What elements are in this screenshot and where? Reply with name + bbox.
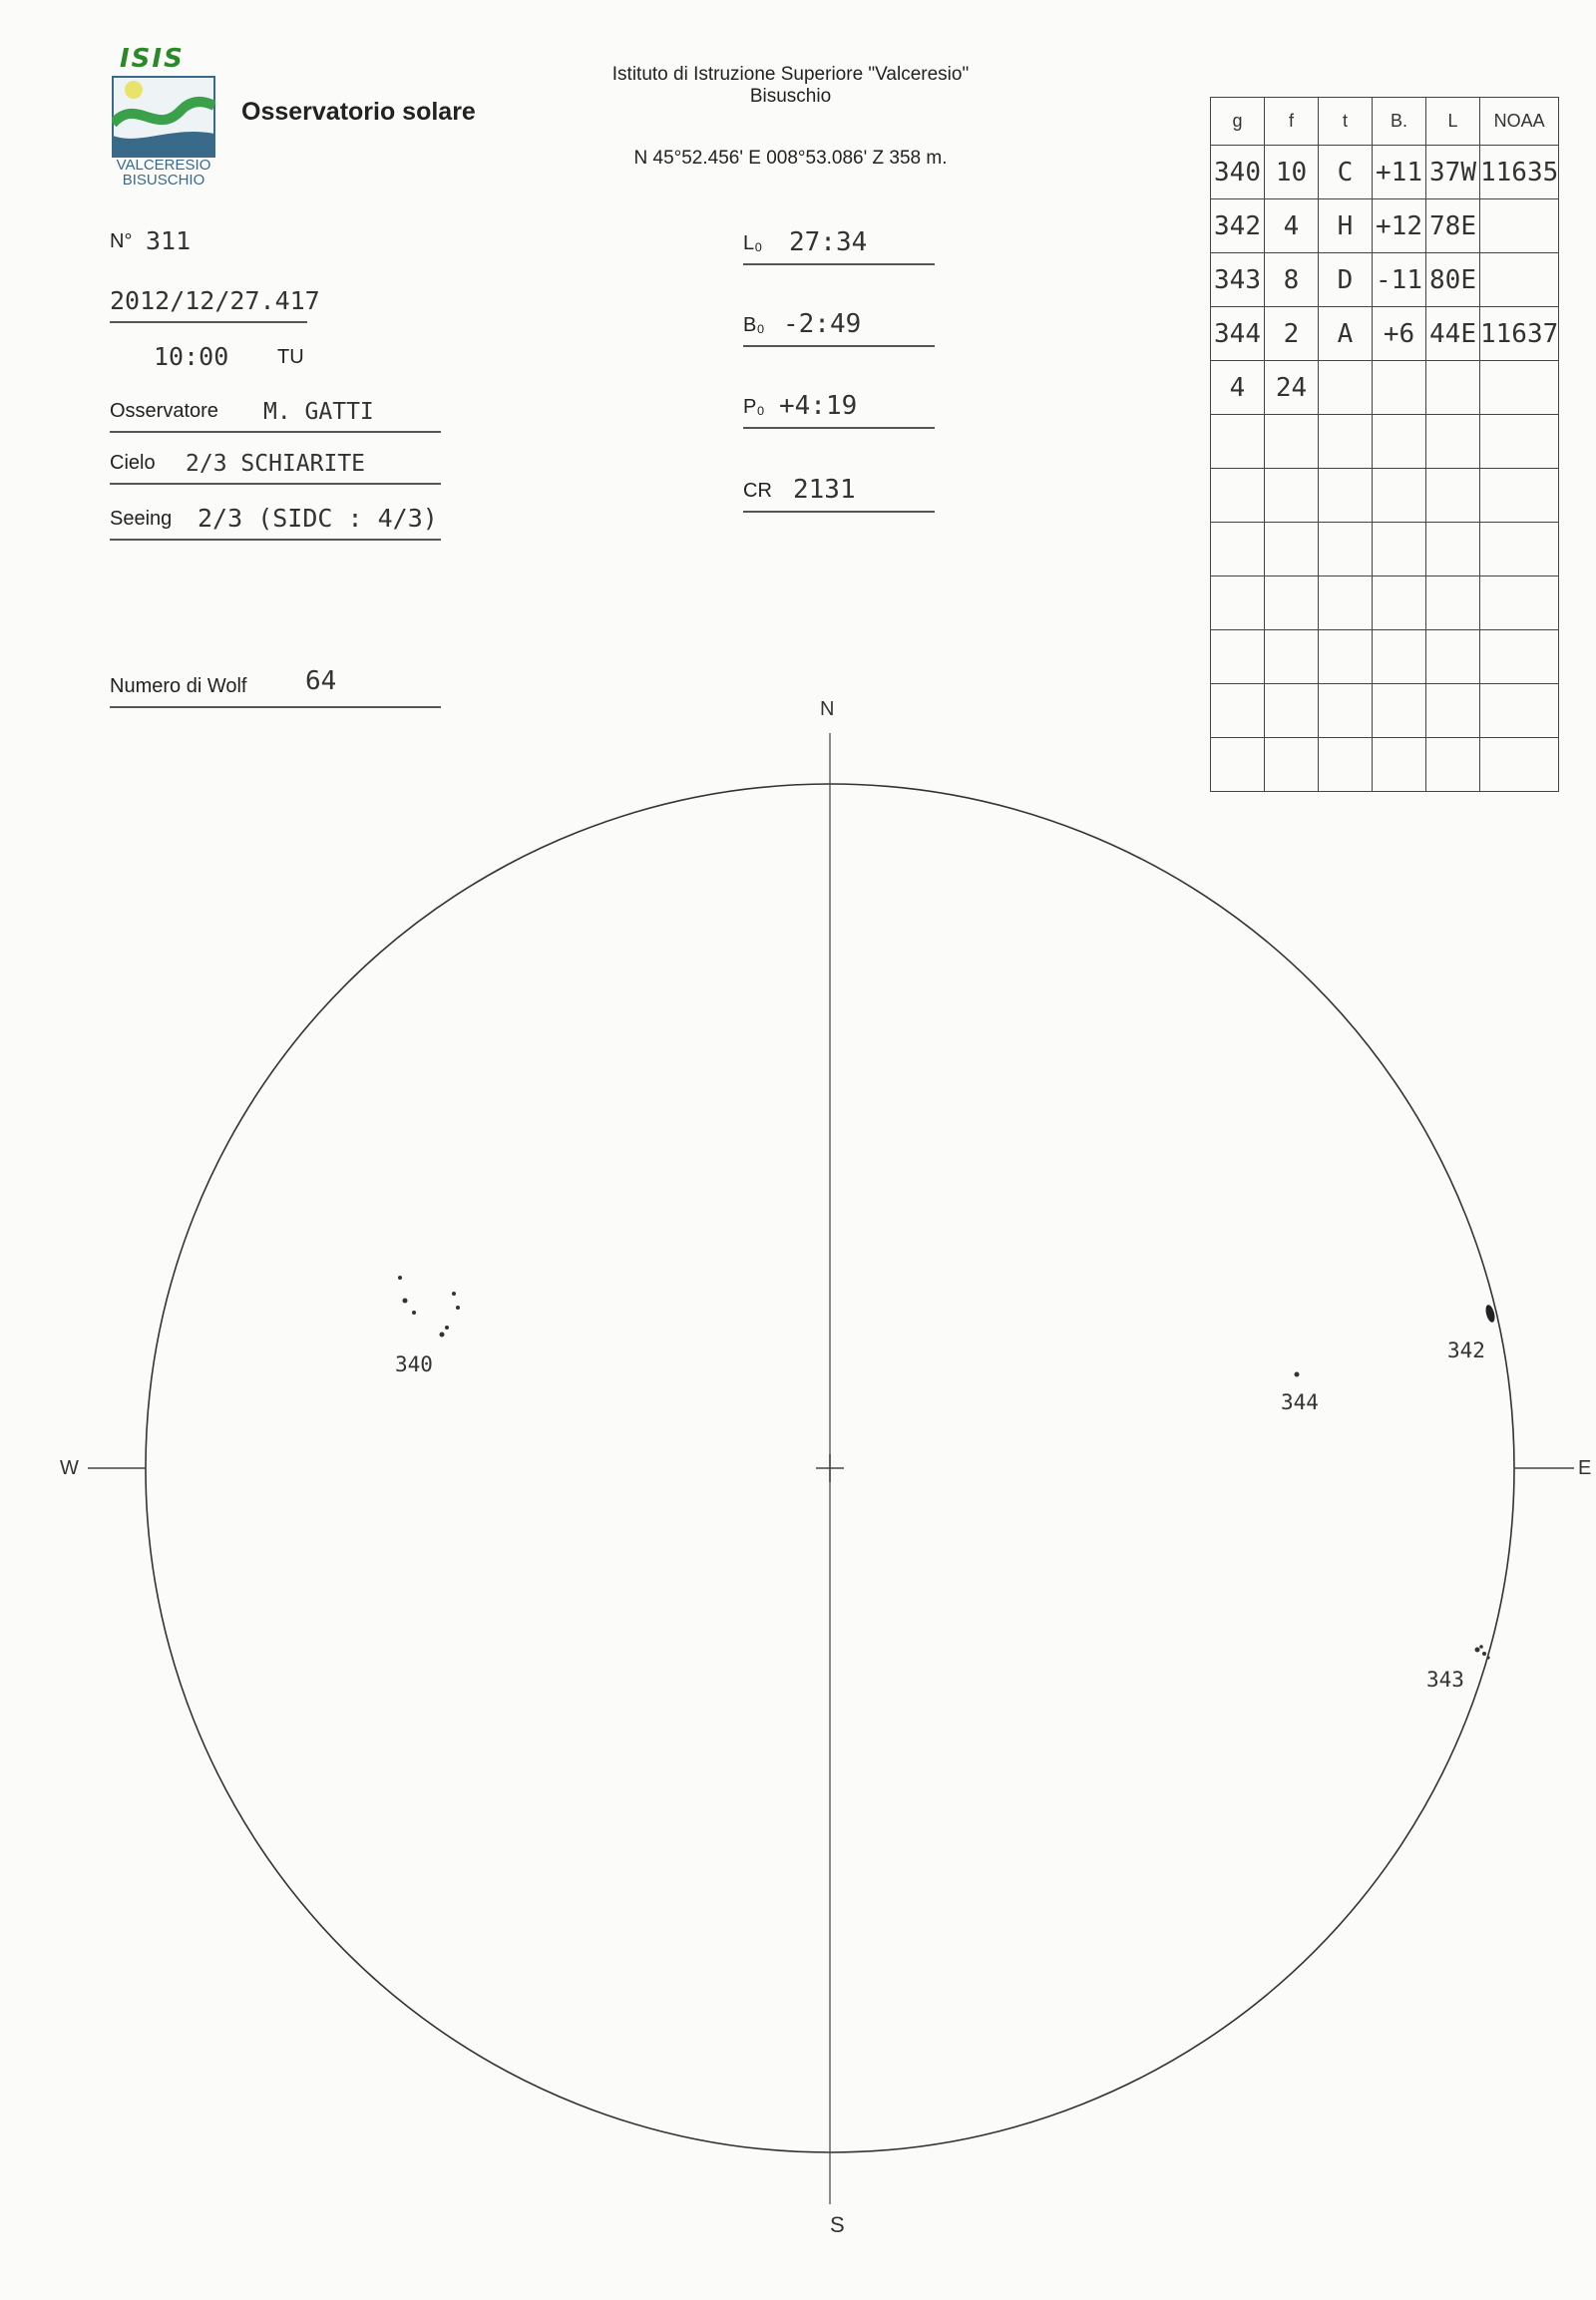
- group-label-340: 340: [395, 1352, 433, 1376]
- logo-caption-line1: VALCERESIO: [116, 157, 211, 174]
- table-cell: A: [1319, 307, 1373, 361]
- coordinates: N 45°52.456' E 008°53.086' Z 358 m.: [633, 148, 948, 169]
- sky-value: 2/3 SCHIARITE: [186, 451, 366, 477]
- table-cell: f: [1265, 98, 1319, 146]
- table-cell: 4: [1211, 361, 1265, 415]
- table-cell: NOAA: [1480, 98, 1559, 146]
- seeing-value: 2/3 (SIDC : 4/3): [198, 504, 438, 533]
- table-cell: 11637: [1480, 307, 1559, 361]
- page-title: Osservatorio solare: [241, 98, 476, 126]
- south-label: S: [830, 2212, 845, 2237]
- table-cell: B.: [1373, 98, 1426, 146]
- table-cell: 78E: [1426, 199, 1480, 253]
- sky-label: Cielo: [110, 452, 156, 474]
- table-cell: L: [1426, 98, 1480, 146]
- table-cell: H: [1319, 199, 1373, 253]
- table-cell: 342: [1211, 199, 1265, 253]
- table-cell: g: [1211, 98, 1265, 146]
- table-cell: -11: [1373, 253, 1426, 307]
- table-cell: 80E: [1426, 253, 1480, 307]
- observer-value: M. GATTI: [263, 399, 374, 425]
- p0-label: P₀: [743, 396, 765, 418]
- table-cell: +11: [1373, 146, 1426, 199]
- group-label-344: 344: [1281, 1390, 1319, 1414]
- sunspot-group-340: [398, 1276, 460, 1338]
- b0-value: -2:49: [783, 309, 862, 339]
- l0-value: 27:34: [789, 227, 868, 257]
- sunspot-group-343: [1475, 1645, 1490, 1659]
- table-cell: D: [1319, 253, 1373, 307]
- cr-label: CR: [743, 480, 772, 502]
- sunspot-group-344: [1295, 1372, 1300, 1377]
- seeing-label: Seeing: [110, 508, 173, 530]
- table-cell: C: [1319, 146, 1373, 199]
- table-cell: 24: [1265, 361, 1319, 415]
- institute-line1: Istituto di Istruzione Superiore "Valceresio": [611, 64, 970, 85]
- table-cell: 344: [1211, 307, 1265, 361]
- table-cell: 11635: [1480, 146, 1559, 199]
- table-cell: 37W: [1426, 146, 1480, 199]
- l0-label: L₀: [743, 232, 763, 254]
- p0-value: +4:19: [779, 391, 858, 421]
- table-cell: t: [1319, 98, 1373, 146]
- west-label: W: [60, 1457, 79, 1479]
- wolf-number-value: 64: [305, 666, 337, 696]
- table-cell: 44E: [1426, 307, 1480, 361]
- group-label-342: 342: [1447, 1339, 1485, 1362]
- number-label: N°: [110, 230, 133, 252]
- cr-value: 2131: [793, 475, 856, 505]
- table-cell: 4: [1265, 199, 1319, 253]
- number-value: 311: [146, 226, 192, 255]
- institute-line2: Bisuschio: [749, 86, 832, 107]
- time-unit: TU: [277, 346, 304, 368]
- north-label: N: [820, 698, 835, 720]
- table-cell: +6: [1373, 307, 1426, 361]
- wolf-number-label: Numero di Wolf: [110, 675, 247, 697]
- group-label-343: 343: [1426, 1668, 1464, 1692]
- date-value: 2012/12/27.417: [110, 286, 320, 315]
- b0-label: B₀: [743, 314, 765, 336]
- isis-logo-text: ISIS: [120, 44, 185, 74]
- time-value: 10:00: [154, 342, 229, 371]
- table-cell: 10: [1265, 146, 1319, 199]
- east-label: E: [1578, 1457, 1592, 1479]
- logo-caption-line2: BISUSCHIO: [122, 172, 205, 189]
- observer-label: Osservatore: [110, 400, 218, 422]
- table-cell: 340: [1211, 146, 1265, 199]
- table-cell: 343: [1211, 253, 1265, 307]
- table-cell: +12: [1373, 199, 1426, 253]
- table-cell: 2: [1265, 307, 1319, 361]
- table-cell: 8: [1265, 253, 1319, 307]
